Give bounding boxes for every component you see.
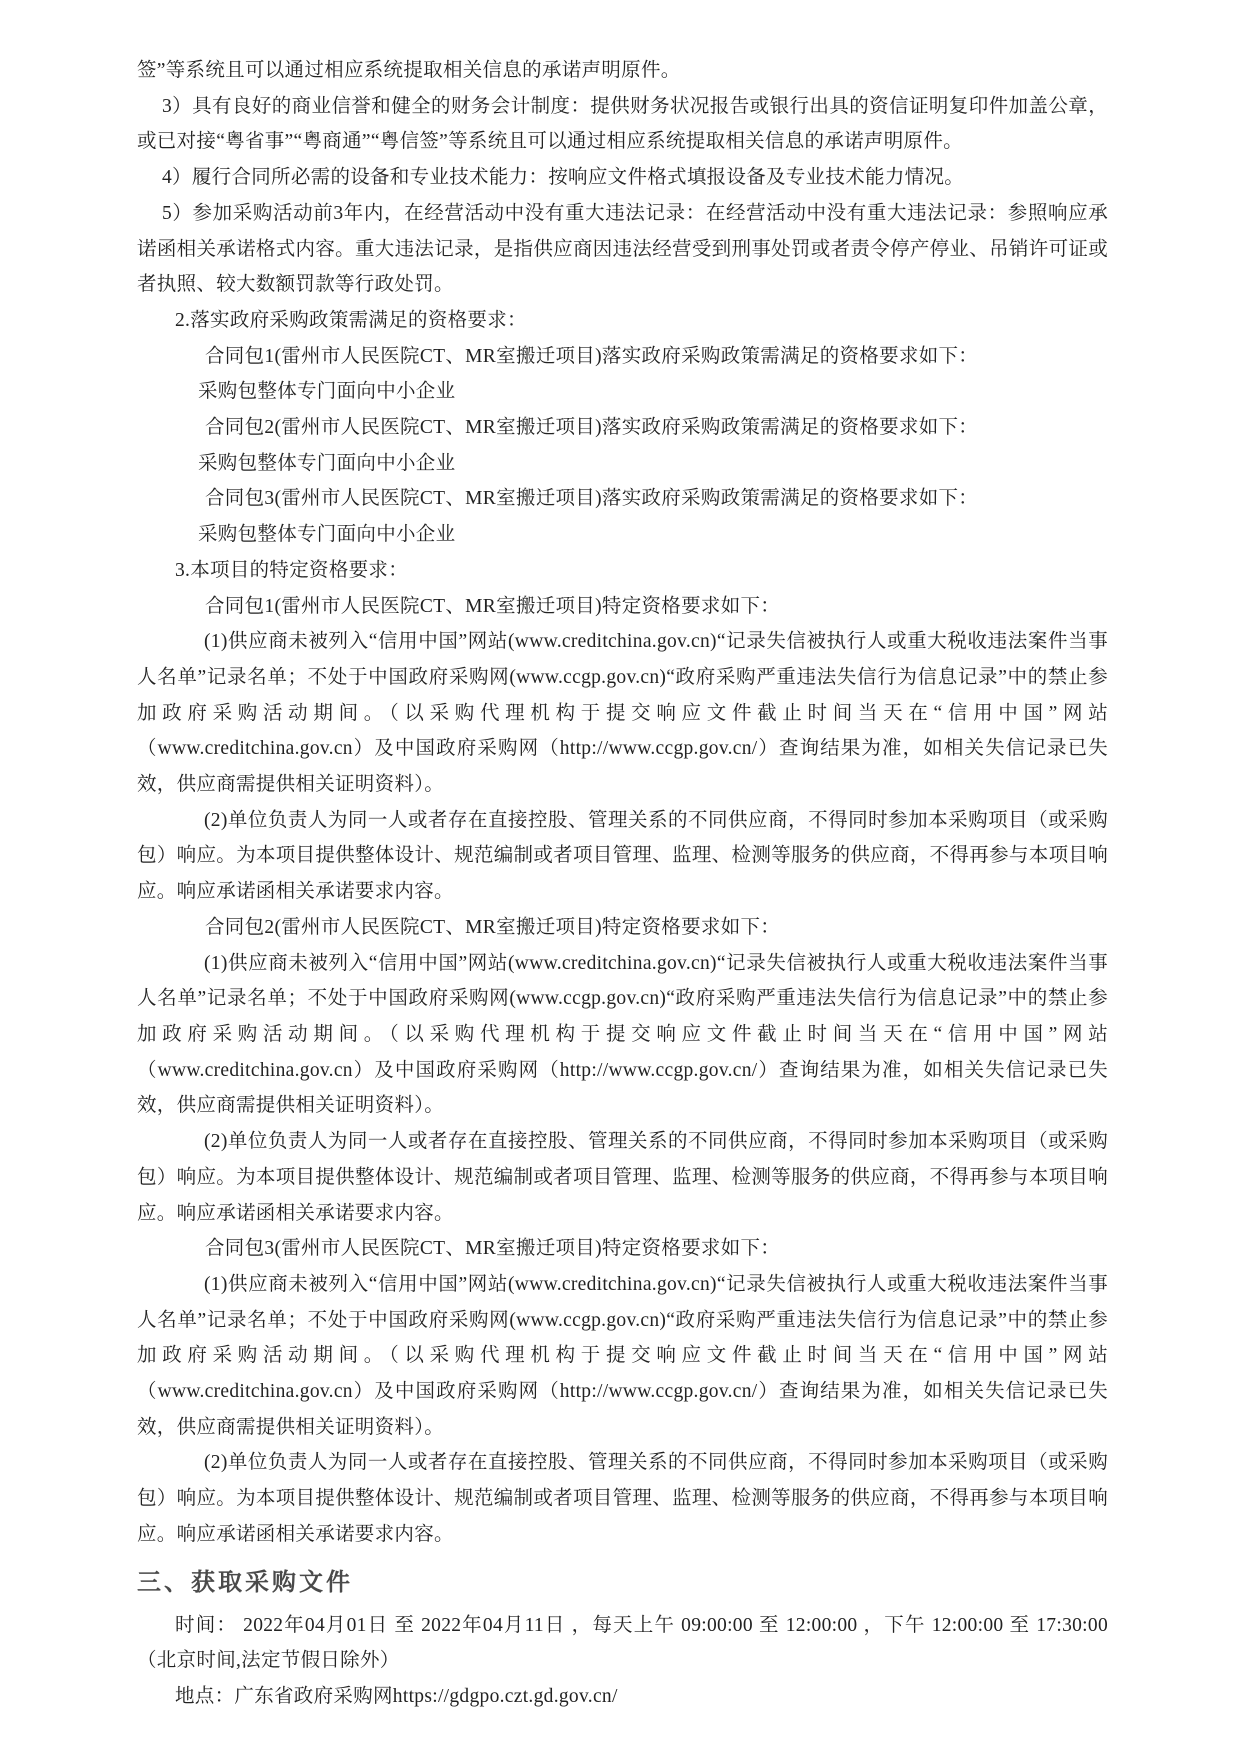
paragraph: 时间： 2022年04月01日 至 2022年04月11日 ，每天上午 09:00:00 至 12:00:00 ，下午 12:00:00 至 17:30:00 （北京时间,法定节假日除外）: [137, 1614, 1108, 1672]
section-obtain-documents-details: [137, 1608, 1108, 1715]
paragraph: 采购包整体专门面向中小企业: [198, 452, 456, 474]
paragraph: 合同包3(雷州市人民医院CT、MR室搬迁项目)特定资格要求如下：: [205, 1238, 781, 1260]
paragraph: 2.落实政府采购政策需满足的资格要求：: [175, 309, 527, 331]
paragraph: (1)供应商未被列入“信用中国”网站(www.creditchina.gov.cn)“记录失信被执行人或重大税收违法案件当事人名单”记录名单；不处于中国政府采购网(www.ccgp.gov.cn)“政府采购严重违法失信行为信息记录”中的禁止参加政府采购活动期间。（以采购代理机构于提交响应文件截止时间当天在“信用中国”网站（www.creditchina.gov.cn）及中国政府采购网（http://www.ccgp.gov.cn/）查询结果为准，如相关失信记录已失效，供应商需提供相关证明资料）。: [137, 952, 1108, 1117]
paragraph: 合同包1(雷州市人民医院CT、MR室搬迁项目)特定资格要求如下：: [205, 595, 781, 617]
paragraph: 签”等系统且可以通过相应系统提取相关信息的承诺声明原件。: [137, 60, 681, 81]
paragraph: (2)单位负责人为同一人或者存在直接控股、管理关系的不同供应商，不得同时参加本采购项目（或采购包）响应。为本项目提供整体设计、规范编制或者项目管理、监理、检测等服务的供应商，不得再参与本项目响应。响应承诺函相关承诺要求内容。: [137, 1131, 1108, 1224]
paragraph: 3.本项目的特定资格要求：: [175, 559, 409, 581]
document-body: [137, 53, 1108, 1553]
paragraph: 合同包2(雷州市人民医院CT、MR室搬迁项目)特定资格要求如下：: [205, 916, 781, 938]
paragraph: 采购包整体专门面向中小企业: [198, 381, 456, 403]
paragraph: 4）履行合同所必需的设备和专业技术能力：按响应文件格式填报设备及专业技术能力情况。: [162, 167, 965, 189]
paragraph: (2)单位负责人为同一人或者存在直接控股、管理关系的不同供应商，不得同时参加本采购项目（或采购包）响应。为本项目提供整体设计、规范编制或者项目管理、监理、检测等服务的供应商，不得再参与本项目响应。响应承诺函相关承诺要求内容。: [137, 1452, 1108, 1545]
paragraph: (1)供应商未被列入“信用中国”网站(www.creditchina.gov.cn)“记录失信被执行人或重大税收违法案件当事人名单”记录名单；不处于中国政府采购网(www.ccgp.gov.cn)“政府采购严重违法失信行为信息记录”中的禁止参加政府采购活动期间。（以采购代理机构于提交响应文件截止时间当天在“信用中国”网站（www.creditchina.gov.cn）及中国政府采购网（http://www.ccgp.gov.cn/）查询结果为准，如相关失信记录已失效，供应商需提供相关证明资料）。: [137, 1273, 1108, 1438]
paragraph: 采购包整体专门面向中小企业: [198, 524, 456, 546]
paragraph: 5）参加采购活动前3年内，在经营活动中没有重大违法记录：在经营活动中没有重大违法记录：参照响应承诺函相关承诺格式内容。重大违法记录，是指供应商因违法经营受到刑事处罚或者责令停产停业、吊销许可证或者执照、较大数额罚款等行政处罚。: [137, 202, 1108, 296]
paragraph: 地点：广东省政府采购网https://gdgpo.czt.gd.gov.cn/: [175, 1685, 618, 1707]
section-heading-obtain-documents: 三、获取采购文件: [137, 1569, 353, 1596]
paragraph: 合同包2(雷州市人民医院CT、MR室搬迁项目)落实政府采购政策需满足的资格要求如下：: [205, 417, 979, 439]
paragraph: 3）具有良好的商业信誉和健全的财务会计制度：提供财务状况报告或银行出具的资信证明复印件加盖公章，或已对接“粤省事”“粤商通”“粤信签”等系统且可以通过相应系统提取相关信息的承诺声明原件。: [137, 95, 1108, 153]
paragraph: (2)单位负责人为同一人或者存在直接控股、管理关系的不同供应商，不得同时参加本采购项目（或采购包）响应。为本项目提供整体设计、规范编制或者项目管理、监理、检测等服务的供应商，不得再参与本项目响应。响应承诺函相关承诺要求内容。: [137, 809, 1108, 903]
paragraph: (1)供应商未被列入“信用中国”网站(www.creditchina.gov.cn)“记录失信被执行人或重大税收违法案件当事人名单”记录名单；不处于中国政府采购网(www.ccgp.gov.cn)“政府采购严重违法失信行为信息记录”中的禁止参加政府采购活动期间。（以采购代理机构于提交响应文件截止时间当天在“信用中国”网站（www.creditchina.gov.cn）及中国政府采购网（http://www.ccgp.gov.cn/）查询结果为准，如相关失信记录已失效，供应商需提供相关证明资料）。: [137, 631, 1108, 796]
paragraph: 合同包1(雷州市人民医院CT、MR室搬迁项目)落实政府采购政策需满足的资格要求如下：: [205, 345, 979, 367]
paragraph: 合同包3(雷州市人民医院CT、MR室搬迁项目)落实政府采购政策需满足的资格要求如下：: [205, 488, 979, 510]
